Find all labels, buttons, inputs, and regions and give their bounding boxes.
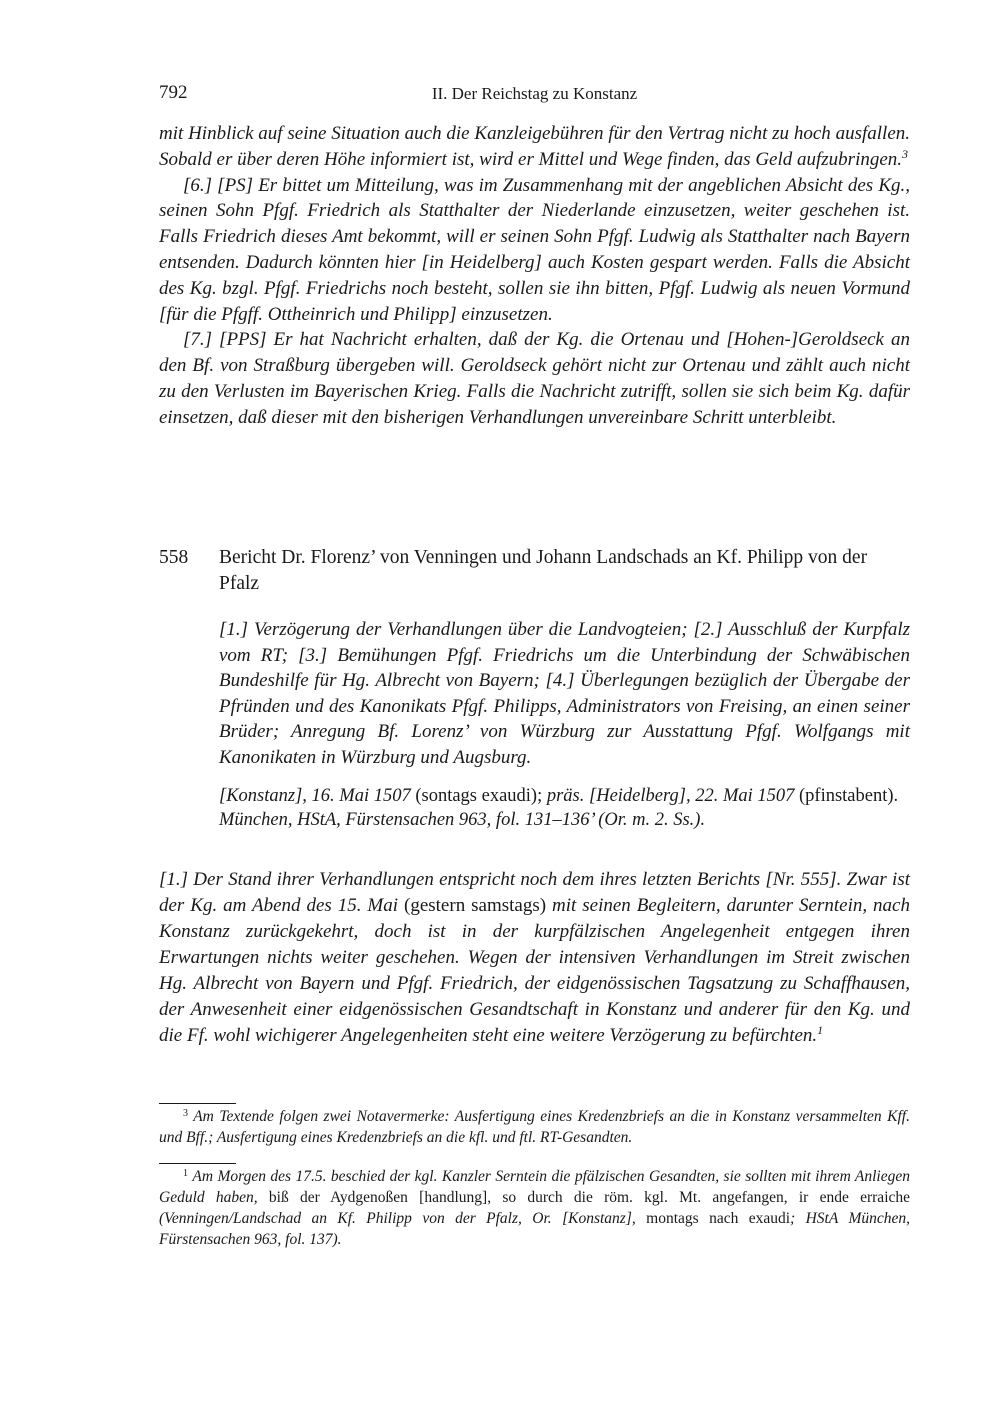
footnote-ref[interactable]: 1 [817,1023,824,1037]
footnote-rule [159,1103,236,1104]
continuation-text [159,121,910,431]
document-regest: [1.] Verzögerung der Verhandlungen über die Landvogteien; [2.] Ausschluß der Kurpfalz vom RT; [3.] Bemühungen Pfgf. Friedrichs um die Unterbindung der Schwäbischen Bundeshilfe für Hg. Albrecht von Bayern; [4.] Überlegungen bezüglich der Übergabe der Pfründen und des Kanonikats Pfgf. Philipps, Administrators von Freising, an einen seiner Brüder; Anregung Bf. Lorenz’ von Würzburg zur Ausstattung Pfgf. Wolfgangs mit Kanonikaten in Würzburg und Augsburg. [219,619,910,768]
page-number: 792 [159,82,188,103]
document-date: [Konstanz], 16. Mai 1507 (sontags exaudi); präs. [Heidelberg], 22. Mai 1507 (pfinstabent). [219,786,899,806]
document-title: Bericht Dr. Florenz’ von Venningen und Johann Landschads an Kf. Philipp von der Pfalz [219,547,868,594]
document-heading [159,545,910,597]
paragraph-7: [7.] [PPS] Er hat Nachricht erhalten, daß der Kg. die Ortenau und [Hohen-]Geroldseck an den Bf. von Straßburg übergeben will. Geroldseck gehört nicht zur Ortenau und zählt auch nicht zu den Verlusten im Bayerischen Krieg. Falls die Nachricht zutrifft, sollen sie sich beim Kg. dafür einsetzen, daß dieser mit den bisherigen Verhandlungen unvereinbare Schritt unterbleibt. [159,329,910,428]
paragraph-1: [1.] Der Stand ihrer Verhandlungen entspricht noch dem ihres letzten Berichts [Nr. 555]. Zwar ist der Kg. am Abend des 15. Mai (gestern samstags) mit seinen Begleitern, darunter Serntein, nach Konstanz zurückgekehrt, doch ist in der kurpfälzischen Angelegenheit entgegen ihren Erwartungen nichts weiter geschehen. Wegen der intensiven Verhandlungen im Streit zwischen Hg. Albrecht von Bayern und Pfgf. Friedrich, der eidgenössischen Tagsatzung zu Schaffhausen, der Anwesenheit einer eidgenössischen Gesandtschaft in Konstanz und anderer für den Kg. und die Ff. wohl wichigerer Angelegenheiten steht eine weitere Verzögerung zu befürchten.$^1$ [159,869,910,1046]
page-header [159,82,910,108]
footnote-rule [159,1163,236,1164]
document-source: München, HStA, Fürstensachen 963, fol. 131–136’ (Or. m. 2. Ss.). [219,810,706,830]
running-head: II. Der Reichstag zu Konstanz [431,84,638,103]
footnote-ref[interactable]: 3 [902,146,909,161]
main-text [159,867,910,1049]
footnote-1: $^1$ Am Morgen des 17.5. beschied der kgl. Kanzler Serntein die pfälzischen Gesandten, sie sollten mit ihrem Anliegen Geduld haben, biß der Aydgenoßen [handlung], so durch die röm. kgl. Mt. angefangen, ir ende erraiche (Venningen/Landschad an Kf. Philipp von der Pfalz, Or. [Konstanz], montags nach exaudi; HStA München, Fürstensachen 963, fol. 137). [159,1168,911,1248]
footnote-3: $^3$ Am Textende folgen zwei Notavermerke: Ausfertigung eines Kredenzbriefs an die in Konstanz versammelten Kff. und Bff.; Ausfertigung eines Kredenzbriefs an die kfl. und ftl. RT-Gesandten. [159,1108,910,1146]
paragraph-6: [6.] [PS] Er bittet um Mitteilung, was im Zusammenhang mit der angeblichen Absicht des Kg., seinen Sohn Pfgf. Friedrich als Statthalter der Niederlande einzusetzen, weiter geschehen ist. Falls Friedrich dieses Amt bekommt, will er seinen Sohn Pfgf. Ludwig als Statthalter nach Bayern entsenden. Dadurch könnten hier [in Heidelberg] auch Kosten gespart werden. Falls die Absicht des Kg. bzgl. Pfgf. Friedrichs noch besteht, sollen sie ihn bitten, Pfgf. Ludwig als neuen Vormund [für die Pfgff. Ottheinrich und Philipp] einzusetzen. [159,174,910,325]
document-number: 558 [159,547,189,568]
document-date-source [219,784,910,832]
paragraph-continuation: mit Hinblick auf seine Situation auch die Kanzleigebühren für den Vertrag nicht zu hoch ausfallen. Sobald er über deren Höhe informiert ist, wird er Mittel und Wege finden, das Geld aufzubringen.$^3$ [159,123,910,170]
